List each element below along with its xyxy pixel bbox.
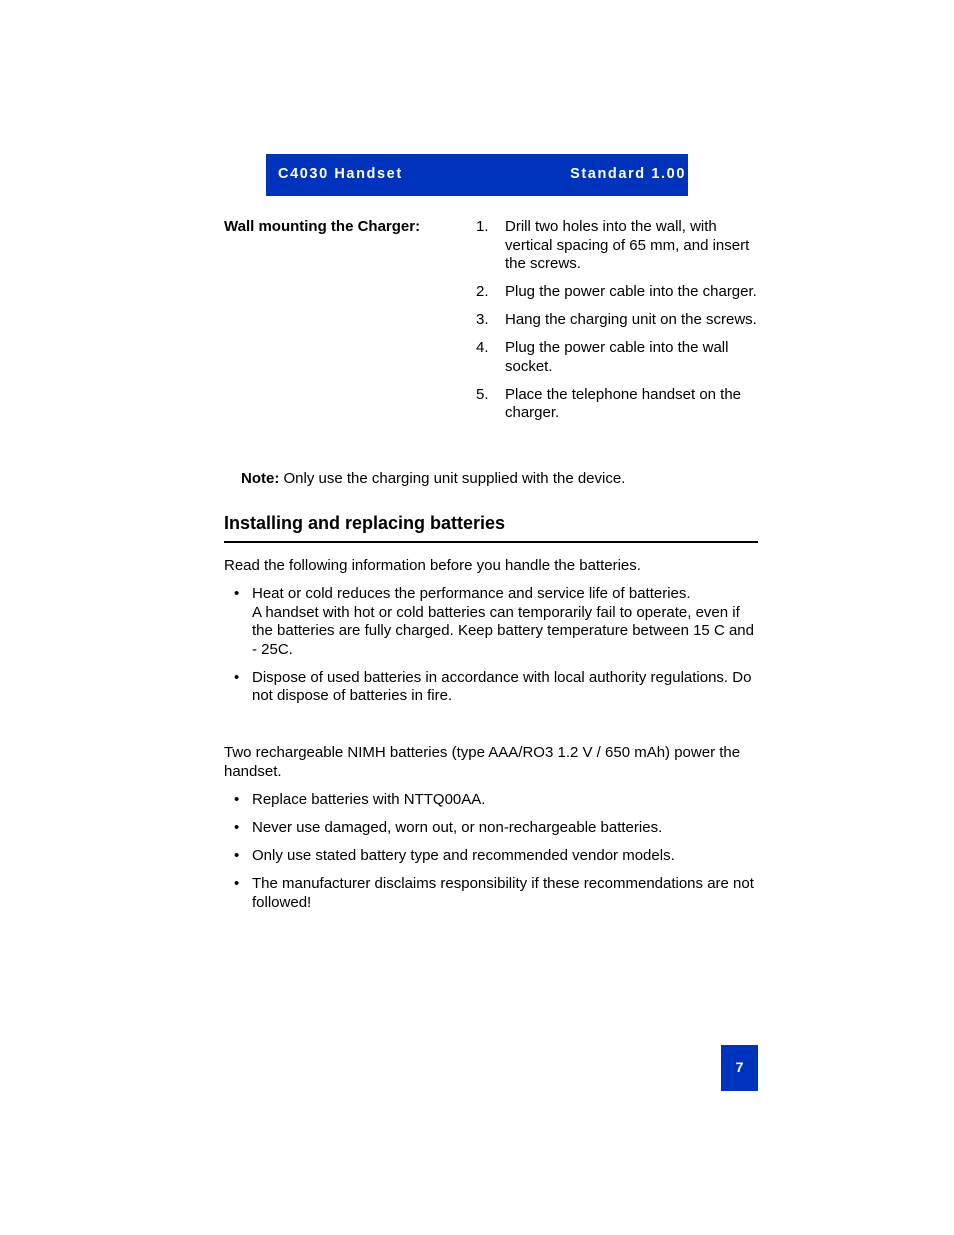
list-item: • Replace batteries with NTTQ00AA. — [224, 791, 758, 810]
section-intro: Read the following information before you handle the batteries. — [224, 557, 641, 574]
battery-type-paragraph: Two rechargeable NIMH batteries (type AAA/RO3 1.2 V / 650 mAh) power the handset. — [224, 744, 741, 780]
list-item — [224, 669, 758, 706]
running-header — [266, 154, 688, 196]
note-label: Note: — [241, 470, 280, 487]
step-number: 5. — [476, 385, 489, 403]
step-text: Place the telephone handset on the charger. — [505, 385, 742, 422]
battery-handling-list — [224, 585, 758, 715]
wall-mount-steps — [476, 218, 766, 432]
step-number: 1. — [476, 218, 489, 235]
step-number: 4. — [476, 339, 489, 357]
list-item — [476, 218, 766, 274]
list-item — [476, 311, 766, 330]
wall-mount-label: Wall mounting the Charger: — [224, 218, 421, 235]
step-number: 2. — [476, 283, 489, 301]
list-item: • The manufacturer disclaims responsibility if these recommendations are not followed! — [224, 875, 758, 912]
list-item: • Never use damaged, worn out, or non-rechargeable batteries. — [224, 819, 758, 838]
list-item: • Only use stated battery type and recommended vendor models. — [224, 847, 758, 866]
section-title: Installing and replacing batteries — [224, 512, 758, 543]
list-item — [476, 283, 766, 302]
note-text: Only use the charging unit supplied with the device. — [279, 470, 626, 487]
step-text: Plug the power cable into the wall socket. — [505, 339, 729, 375]
bullet-text-continued: A handset with hot or cold batteries can temporarily fail to operate, even if the batteries are fully charged. Keep battery temperature between 15 C and - 25C. — [252, 603, 754, 658]
note — [241, 470, 625, 489]
list-item — [476, 339, 766, 376]
bullet-text: Dispose of used batteries in accordance with local authority regulations. Do not dispose of batteries in fire. — [252, 668, 752, 705]
step-text: Drill two holes into the wall, with vertical spacing of 65 mm, and insert the screws. — [505, 218, 750, 273]
header-version: Standard 1.00 — [570, 166, 686, 182]
list-item — [224, 585, 758, 659]
bullet-text: Heat or cold reduces the performance and service life of batteries. — [252, 585, 691, 602]
list-item — [476, 386, 766, 423]
header-product-name: C4030 Handset — [278, 166, 403, 182]
page-number: 7 — [721, 1045, 758, 1091]
step-text: Plug the power cable into the charger. — [505, 283, 757, 301]
battery-rules-list — [224, 791, 758, 922]
step-text: Hang the charging unit on the screws. — [505, 311, 757, 329]
step-number: 3. — [476, 311, 489, 329]
